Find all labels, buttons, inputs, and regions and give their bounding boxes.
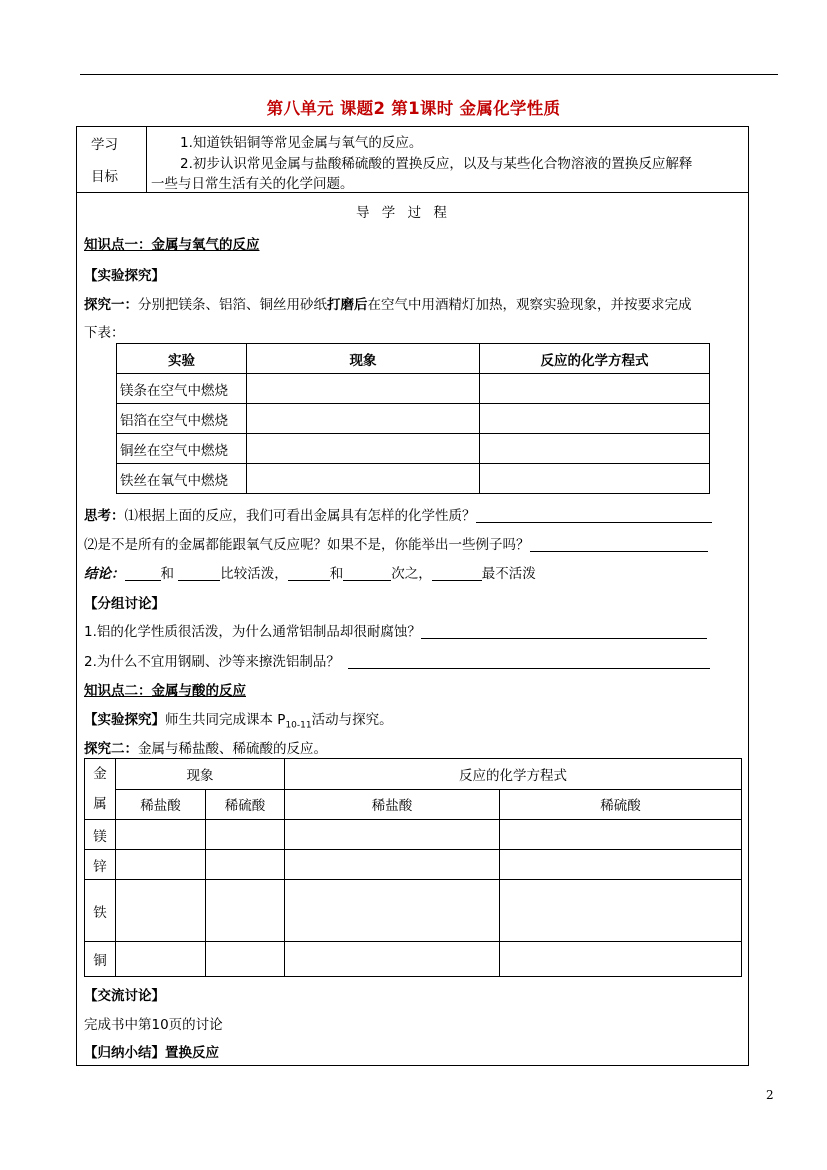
table-row: [85, 820, 742, 850]
goal-item-2a: 2.初步认识常见金属与盐酸稀硫酸的置换反应，以及与某些化合物溶液的置换反应解释: [180, 156, 693, 172]
exchange-discussion-label: 【交流讨论】: [84, 988, 165, 1004]
think-line-2: [84, 533, 708, 553]
oxygen-table-equation-cell[interactable]: [480, 434, 710, 464]
oxygen-table-equation-cell[interactable]: [480, 464, 710, 494]
acid-table-metal-cell: 锌: [85, 850, 116, 880]
explore-two-prefix: 探究二：: [84, 741, 138, 757]
conclusion-mid-2: 次之，: [391, 566, 432, 582]
section2-experiment-text-b: 活动与探究。: [311, 712, 393, 728]
acid-table-metal-header-1: 金: [93, 766, 107, 782]
group-question-1-line: [84, 620, 707, 640]
acid-table-input-cell[interactable]: [116, 820, 206, 850]
acid-table-metal-cell: 镁: [85, 820, 116, 850]
acid-table-input-cell[interactable]: [285, 942, 500, 977]
page-number: 2: [766, 1088, 774, 1102]
acid-table-equation-h2so4: 稀硫酸: [500, 789, 742, 820]
table-row: [117, 404, 710, 434]
goal-label-2: 目标: [91, 169, 118, 185]
oxygen-table-experiment-cell: 铁丝在氧气中燃烧: [117, 464, 247, 494]
group-discussion-label: 【分组讨论】: [84, 596, 165, 612]
explore-one-bold: 打磨后: [327, 297, 368, 313]
think-question-2: ⑵是不是所有的金属都能跟氧气反应呢？如果不是，你能举出一些例子吗？: [84, 537, 530, 553]
group-question-1: 1.铝的化学性质很活泼，为什么通常铝制品却很耐腐蚀？: [84, 624, 421, 640]
group-answer-blank-2[interactable]: [348, 654, 710, 669]
acid-table-input-cell[interactable]: [500, 820, 742, 850]
table-row: [85, 850, 742, 880]
oxygen-table-header-phenomenon: 现象: [247, 344, 480, 374]
explore-one-text-b: 在空气中用酒精灯加热，观察实验现象，并按要求完成: [367, 297, 692, 313]
acid-table-phenomenon-header: 现象: [116, 759, 285, 790]
conclusion-label: 结论：: [84, 566, 125, 582]
acid-table-metal-header-2: 属: [93, 796, 107, 812]
summary-line: [84, 1041, 219, 1061]
oxygen-table-experiment-cell: 铜丝在空气中燃烧: [117, 434, 247, 464]
acid-table-input-cell[interactable]: [206, 820, 285, 850]
group-question-2: 2.为什么不宜用钢刷、沙等来擦洗铝制品？: [84, 654, 340, 670]
explore-one-text-c: 下表：: [84, 325, 125, 341]
table-row: [117, 464, 710, 494]
think-answer-blank-2[interactable]: [530, 537, 708, 552]
oxygen-table-equation-cell[interactable]: [480, 404, 710, 434]
table-row: [117, 374, 710, 404]
think-answer-blank-1[interactable]: [476, 508, 712, 523]
explore-one-text-a: 分别把镁条、铝箔、铜丝用砂纸: [138, 297, 327, 313]
acid-table-input-cell[interactable]: [285, 880, 500, 942]
acid-table-input-cell[interactable]: [116, 850, 206, 880]
group-question-2-line: [84, 650, 710, 670]
acid-table-input-cell[interactable]: [285, 850, 500, 880]
acid-table-metal-header: [85, 759, 116, 820]
acid-table-equation-hcl: 稀盐酸: [285, 789, 500, 820]
oxygen-table-phenomenon-cell[interactable]: [247, 464, 480, 494]
exchange-discussion-text: 完成书中第10页的讨论: [84, 1017, 223, 1033]
conclusion-blank-2[interactable]: [178, 566, 220, 581]
think-line-1: [84, 504, 712, 524]
explore-one-line: [84, 293, 692, 313]
table-row: [117, 434, 710, 464]
acid-reaction-table: [84, 758, 742, 977]
conclusion-and-2: 和: [329, 566, 344, 582]
acid-table-input-cell[interactable]: [116, 880, 206, 942]
summary-text: 置换反应: [165, 1045, 219, 1061]
oxygen-reaction-table: [116, 343, 710, 494]
acid-table-input-cell[interactable]: [206, 850, 285, 880]
section2-experiment-label: 【实验探究】: [84, 712, 165, 728]
acid-table-metal-cell: 铁: [85, 880, 116, 942]
oxygen-table-experiment-cell: 镁条在空气中燃烧: [117, 374, 247, 404]
process-heading: 导 学 过 程: [356, 205, 451, 221]
oxygen-table-header-equation: 反应的化学方程式: [480, 344, 710, 374]
conclusion-blank-3[interactable]: [288, 566, 330, 581]
acid-table-input-cell[interactable]: [500, 942, 742, 977]
goal-item-1: 1.知道铁铝铜等常见金属与氧气的反应。: [180, 135, 423, 151]
acid-table-input-cell[interactable]: [206, 942, 285, 977]
oxygen-table-phenomenon-cell[interactable]: [247, 404, 480, 434]
conclusion-mid-1: 比较活泼，: [220, 566, 288, 582]
oxygen-table-phenomenon-cell[interactable]: [247, 374, 480, 404]
oxygen-table-experiment-cell: 铝箔在空气中燃烧: [117, 404, 247, 434]
table-row: [85, 880, 742, 942]
goal-row-divider: [76, 192, 749, 193]
group-answer-blank-1[interactable]: [421, 624, 707, 639]
conclusion-blank-5[interactable]: [432, 566, 482, 581]
oxygen-table-header-row: [117, 344, 710, 374]
section1-heading: 知识点一：金属与氧气的反应: [84, 237, 260, 253]
explore-one-prefix: 探究一：: [84, 297, 138, 313]
oxygen-table-phenomenon-cell[interactable]: [247, 434, 480, 464]
section2-experiment-text-a: 师生共同完成课本 P: [165, 712, 286, 728]
summary-label: 【归纳小结】: [84, 1045, 165, 1061]
conclusion-line: [84, 562, 536, 582]
page-title: 第八单元 课题2 第1课时 金属化学性质: [266, 99, 561, 118]
section2-experiment-pages: 10-11: [285, 720, 312, 731]
think-question-1: ⑴根据上面的反应，我们可看出金属具有怎样的化学性质？: [124, 508, 476, 524]
conclusion-end: 最不活泼: [481, 566, 536, 582]
section2-heading: 知识点二：金属与酸的反应: [84, 683, 246, 699]
acid-table-phenomenon-hcl: 稀盐酸: [116, 789, 206, 820]
acid-table-phenomenon-h2so4: 稀硫酸: [206, 789, 285, 820]
conclusion-blank-4[interactable]: [343, 566, 391, 581]
acid-table-equation-header: 反应的化学方程式: [285, 759, 742, 790]
oxygen-table-header-experiment: 实验: [117, 344, 247, 374]
section2-experiment-line: [84, 708, 393, 731]
goal-label-1: 学习: [91, 137, 118, 153]
oxygen-table-equation-cell[interactable]: [480, 374, 710, 404]
section1-experiment-label: 【实验探究】: [84, 268, 165, 284]
acid-table-input-cell[interactable]: [500, 850, 742, 880]
acid-table-input-cell[interactable]: [116, 942, 206, 977]
acid-table-metal-cell: 铜: [85, 942, 116, 977]
think-prefix: 思考：: [84, 508, 125, 524]
header-rule: [80, 74, 778, 75]
acid-table-input-cell[interactable]: [285, 820, 500, 850]
conclusion-and-1: 和: [160, 566, 174, 582]
conclusion-blank-1[interactable]: [125, 566, 161, 581]
table-row: [85, 942, 742, 977]
explore-two-text: 金属与稀盐酸、稀硫酸的反应。: [138, 741, 327, 757]
explore-two-line: [84, 737, 327, 757]
acid-table-input-cell[interactable]: [206, 880, 285, 942]
acid-table-input-cell[interactable]: [500, 880, 742, 942]
goal-item-2b: 一些与日常生活有关的化学问题。: [151, 176, 354, 192]
